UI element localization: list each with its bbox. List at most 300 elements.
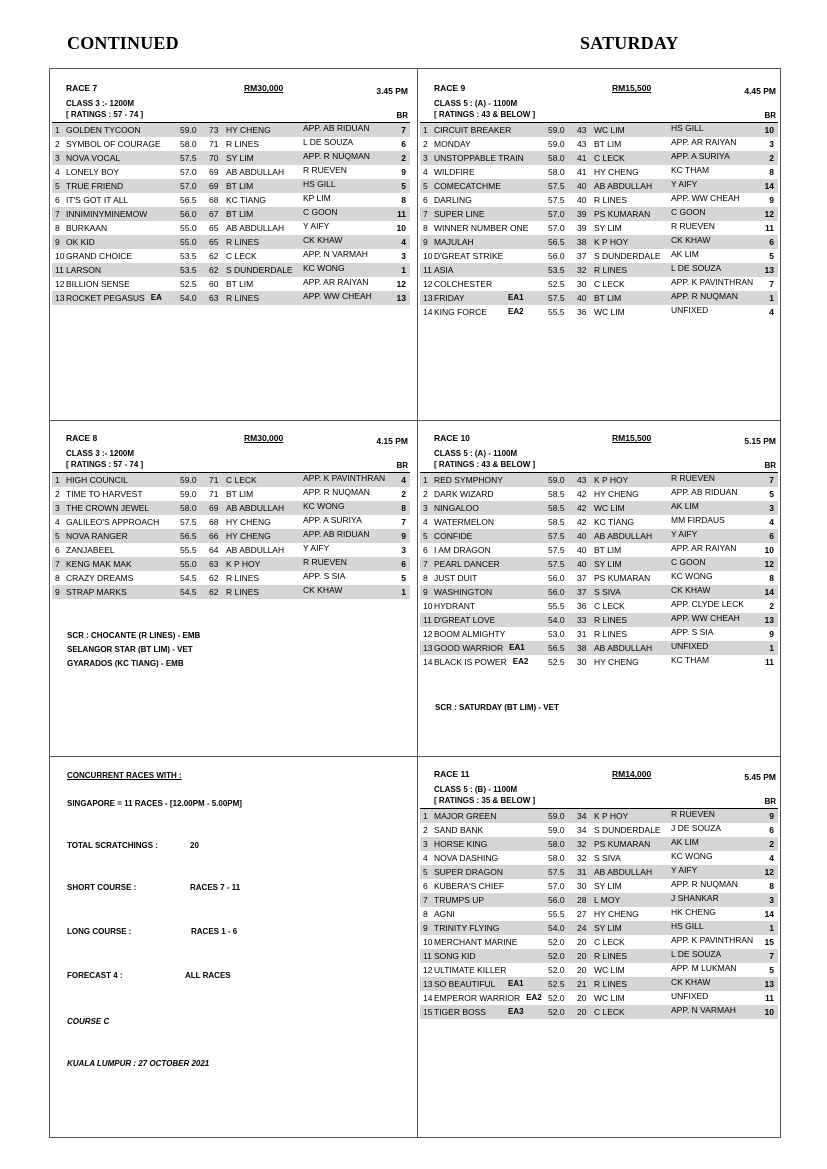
runner-row xyxy=(52,529,410,543)
runner-number: 13 xyxy=(55,293,65,303)
race-name: RACE 7 xyxy=(66,83,98,93)
runner-row xyxy=(420,879,778,893)
horse-name: BOOM ALMIGHTY xyxy=(434,629,506,639)
trainer: APP. K PAVINTHRAN xyxy=(303,473,386,483)
barrier: 1 xyxy=(769,643,774,653)
horse-name: KENG MAK MAK xyxy=(66,559,132,569)
jockey: PS KUMARAN xyxy=(594,209,651,219)
jockey: BT LIM xyxy=(226,489,254,499)
runner-number: 2 xyxy=(423,489,428,499)
runner-number: 10 xyxy=(55,251,65,261)
runner-number: 4 xyxy=(423,853,428,863)
rating: 20 xyxy=(577,937,587,947)
jockey: S SIVA xyxy=(594,853,621,863)
runner-number: 11 xyxy=(423,951,432,961)
weight: 54.0 xyxy=(548,615,565,625)
rating: 39 xyxy=(577,209,587,219)
horse-name: HYDRANT xyxy=(434,601,476,611)
runner-number: 8 xyxy=(55,223,60,233)
weight: 57.5 xyxy=(548,867,565,877)
trainer: APP. K PAVINTHRAN xyxy=(671,935,754,945)
horse-name: ULTIMATE KILLER xyxy=(434,965,507,975)
jockey: WC LIM xyxy=(594,503,625,513)
barrier: 10 xyxy=(764,545,774,555)
runner-number: 4 xyxy=(423,167,428,177)
rating: 62 xyxy=(209,573,219,583)
weight: 59.0 xyxy=(548,475,565,485)
runner-number: 5 xyxy=(423,867,428,877)
weight: 58.0 xyxy=(548,167,565,177)
rating: 71 xyxy=(209,139,219,149)
trainer: HS GILL xyxy=(671,123,704,133)
trainer: APP. N VARMAH xyxy=(303,249,368,259)
runner-row xyxy=(52,571,410,585)
jockey: R LINES xyxy=(226,237,260,247)
jockey: BT LIM xyxy=(226,181,254,191)
barrier: 12 xyxy=(764,559,774,569)
rating: 39 xyxy=(577,223,587,233)
trainer: HS GILL xyxy=(671,921,704,931)
runner-number: 4 xyxy=(55,167,60,177)
trainer: R RUEVEN xyxy=(671,221,715,231)
barrier: 6 xyxy=(769,825,774,835)
trainer: R RUEVEN xyxy=(671,809,715,819)
horse-name: WINNER NUMBER ONE xyxy=(434,223,529,233)
jockey: R LINES xyxy=(226,587,260,597)
trainer: UNFIXED xyxy=(671,641,709,651)
rating: 42 xyxy=(577,489,587,499)
concurrent-title: CONCURRENT RACES WITH : xyxy=(67,771,182,780)
runner-number: 1 xyxy=(423,125,428,135)
runner-number: 2 xyxy=(55,489,60,499)
weight: 57.0 xyxy=(180,167,197,177)
jockey: R LINES xyxy=(594,629,628,639)
barrier: 14 xyxy=(764,909,774,919)
horse-name: IT'S GOT IT ALL xyxy=(66,195,129,205)
barrier: 7 xyxy=(401,517,406,527)
rating: 32 xyxy=(577,839,587,849)
jockey: HY CHENG xyxy=(594,489,639,499)
barrier: 11 xyxy=(765,657,774,667)
horse-name: LARSON xyxy=(66,265,101,275)
runner-number: 13 xyxy=(423,643,433,653)
barrier: 13 xyxy=(764,615,774,625)
runner-number: 7 xyxy=(55,209,60,219)
course-label: COURSE C xyxy=(67,1017,110,1026)
race-time: 5.15 PM xyxy=(744,436,776,446)
trainer: L DE SOUZA xyxy=(303,137,354,147)
rating: 20 xyxy=(577,951,587,961)
horse-name: MAJOR GREEN xyxy=(434,811,497,821)
barrier: 5 xyxy=(769,251,774,261)
jockey: SY LIM xyxy=(594,881,622,891)
runner-row xyxy=(420,823,778,837)
barrier: 6 xyxy=(769,531,774,541)
weight: 52.5 xyxy=(548,979,565,989)
jockey: R LINES xyxy=(594,615,628,625)
trainer: KC THAM xyxy=(671,165,710,175)
horse-name: MERCHANT MARINE xyxy=(434,937,518,947)
trainer: APP. R NUQMAN xyxy=(671,291,738,301)
race-name: RACE 9 xyxy=(434,83,466,93)
runner-number: 7 xyxy=(423,209,428,219)
jockey: BT LIM xyxy=(594,139,622,149)
horse-name: MAJULAH xyxy=(434,237,474,247)
barrier: 4 xyxy=(769,307,774,317)
rating: 24 xyxy=(577,923,587,933)
weight: 59.0 xyxy=(548,125,565,135)
weight: 59.0 xyxy=(548,811,565,821)
weight: 56.5 xyxy=(548,237,565,247)
barrier: 4 xyxy=(401,475,406,485)
trainer: APP. AR RAIYAN xyxy=(303,277,369,287)
runner-number: 6 xyxy=(423,545,428,555)
horse-name: HORSE KING xyxy=(434,839,488,849)
barrier: 9 xyxy=(769,195,774,205)
barrier: 4 xyxy=(769,853,774,863)
short-course-label: SHORT COURSE : xyxy=(67,883,137,892)
trainer: Y AIFY xyxy=(671,865,698,875)
runner-row xyxy=(420,543,778,557)
rating: 37 xyxy=(577,587,587,597)
rating: 64 xyxy=(209,545,219,555)
barrier: 9 xyxy=(769,629,774,639)
jockey: C LECK xyxy=(594,937,625,947)
jockey: AB ABDULLAH xyxy=(594,531,653,541)
runner-row xyxy=(420,907,778,921)
trainer: C GOON xyxy=(671,557,706,567)
race-panel-race-7 xyxy=(50,83,414,305)
horse-name: FRIDAY xyxy=(434,293,465,303)
runner-row xyxy=(420,571,778,585)
entry-tag: EA2 xyxy=(526,993,542,1002)
weight: 55.0 xyxy=(180,559,197,569)
runner-number: 10 xyxy=(423,601,433,611)
weight: 56.0 xyxy=(548,587,565,597)
runner-number: 5 xyxy=(423,531,428,541)
barrier: 10 xyxy=(764,1007,774,1017)
trainer: APP. AB RIDUAN xyxy=(671,487,738,497)
barrier: 15 xyxy=(764,937,774,947)
rating: 71 xyxy=(209,475,219,485)
trainer: KC WONG xyxy=(671,851,713,861)
jockey: WC LIM xyxy=(594,965,625,975)
horse-name: D'GREAT STRIKE xyxy=(434,251,504,261)
jockey: K P HOY xyxy=(594,475,629,485)
trainer: APP. WW CHEAH xyxy=(671,613,740,623)
rating: 43 xyxy=(577,125,587,135)
trainer: R RUEVEN xyxy=(671,473,715,483)
race-header xyxy=(52,433,414,449)
jockey: BT LIM xyxy=(226,209,254,219)
trainer: L DE SOUZA xyxy=(671,263,722,273)
horse-name: GRAND CHOICE xyxy=(66,251,133,261)
jockey: HY CHENG xyxy=(594,909,639,919)
runner-row xyxy=(420,851,778,865)
ratings-text: [ RATINGS : 43 & BELOW ] xyxy=(434,110,536,119)
runner-number: 1 xyxy=(55,475,60,485)
trainer: MM FIRDAUS xyxy=(671,515,725,525)
runner-number: 9 xyxy=(55,587,60,597)
horse-name: PEARL DANCER xyxy=(434,559,500,569)
horse-name: NOVA DASHING xyxy=(434,853,499,863)
runner-number: 6 xyxy=(55,545,60,555)
runner-row xyxy=(420,221,778,235)
trainer: Y AIFY xyxy=(303,221,330,231)
barrier: 8 xyxy=(401,195,406,205)
trainer: KC WONG xyxy=(671,571,713,581)
weight: 52.0 xyxy=(548,937,565,947)
weight: 52.0 xyxy=(548,993,565,1003)
runner-number: 12 xyxy=(423,629,433,639)
weight: 58.5 xyxy=(548,503,565,513)
weight: 57.0 xyxy=(548,223,565,233)
runner-number: 4 xyxy=(55,517,60,527)
rating: 40 xyxy=(577,181,587,191)
rating: 20 xyxy=(577,1007,587,1017)
weight: 56.0 xyxy=(548,573,565,583)
weight: 56.0 xyxy=(548,251,565,261)
trainer: APP. S SIA xyxy=(303,571,346,581)
rating: 40 xyxy=(577,195,587,205)
rating: 40 xyxy=(577,531,587,541)
runner-number: 7 xyxy=(423,559,428,569)
barrier-header: BR xyxy=(396,461,408,470)
rating: 38 xyxy=(577,237,587,247)
runner-list xyxy=(420,473,782,669)
trainer: APP. AR RAIYAN xyxy=(671,137,737,147)
horse-name: BLACK IS POWER xyxy=(434,657,507,667)
horse-name: DARLING xyxy=(434,195,472,205)
jockey: K P HOY xyxy=(226,559,261,569)
weight: 58.0 xyxy=(180,139,197,149)
horse-name: SO BEAUTIFUL xyxy=(434,979,496,989)
rating: 33 xyxy=(577,615,587,625)
runner-number: 1 xyxy=(55,125,60,135)
weight: 56.0 xyxy=(180,209,197,219)
runner-row xyxy=(420,291,778,305)
barrier: 3 xyxy=(401,251,406,261)
runner-row xyxy=(420,515,778,529)
trainer: APP. WW CHEAH xyxy=(671,193,740,203)
horse-name: EMPEROR WARRIOR xyxy=(434,993,521,1003)
rating: 65 xyxy=(209,223,219,233)
meeting-info-panel xyxy=(67,769,407,1129)
horse-name: COLCHESTER xyxy=(434,279,493,289)
rating: 40 xyxy=(577,559,587,569)
weight: 57.5 xyxy=(548,293,565,303)
race-purse: RM15,500 xyxy=(612,433,652,443)
long-course-label: LONG COURSE : xyxy=(67,927,132,936)
barrier: 14 xyxy=(764,181,774,191)
trainer: APP. S SIA xyxy=(671,627,714,637)
trainer: APP. AB RIDUAN xyxy=(303,123,370,133)
entry-tag: EA xyxy=(150,293,162,302)
jockey: C LECK xyxy=(594,153,625,163)
race-class: CLASS 5 : (A) - 1100M xyxy=(434,449,518,458)
runner-number: 6 xyxy=(423,881,428,891)
rating: 73 xyxy=(209,125,219,135)
barrier: 11 xyxy=(397,209,406,219)
horse-name: LONELY BOY xyxy=(66,167,120,177)
row-divider-2 xyxy=(50,756,780,757)
weight: 57.5 xyxy=(548,531,565,541)
jockey: PS KUMARAN xyxy=(594,573,651,583)
barrier: 8 xyxy=(401,503,406,513)
trainer: CK KHAW xyxy=(671,977,711,987)
barrier: 9 xyxy=(769,811,774,821)
barrier: 11 xyxy=(765,223,774,233)
horse-name: SUPER DRAGON xyxy=(434,867,503,877)
trainer: APP. R NUQMAN xyxy=(671,879,738,889)
runner-number: 3 xyxy=(55,153,60,163)
weight: 52.5 xyxy=(548,279,565,289)
trainer: KP LIM xyxy=(303,193,331,203)
race-10-scratchings xyxy=(435,701,559,715)
trainer: APP. WW CHEAH xyxy=(303,291,372,301)
trainer: AK LIM xyxy=(671,837,699,847)
horse-name: D'GREAT LOVE xyxy=(434,615,496,625)
jockey: C LECK xyxy=(226,475,257,485)
runner-row xyxy=(52,543,410,557)
weight: 55.5 xyxy=(180,545,197,555)
horse-name: STRAP MARKS xyxy=(66,587,127,597)
trainer: APP. R NUQMAN xyxy=(303,151,370,161)
weight: 57.5 xyxy=(180,153,197,163)
rating: 41 xyxy=(577,167,587,177)
barrier-header: BR xyxy=(764,111,776,120)
rating: 32 xyxy=(577,853,587,863)
ratings-text: [ RATINGS : 57 - 74 ] xyxy=(66,110,144,119)
jockey: HY CHENG xyxy=(226,531,271,541)
barrier: 3 xyxy=(769,503,774,513)
weight: 54.0 xyxy=(548,923,565,933)
trainer: R RUEVEN xyxy=(303,557,347,567)
trainer: R RUEVEN xyxy=(303,165,347,175)
barrier: 7 xyxy=(769,475,774,485)
horse-name: HIGH COUNCIL xyxy=(66,475,128,485)
runner-row xyxy=(52,123,410,137)
weight: 52.5 xyxy=(180,279,197,289)
weight: 55.0 xyxy=(180,223,197,233)
trainer: AK LIM xyxy=(671,249,699,259)
rating: 42 xyxy=(577,503,587,513)
runner-row xyxy=(420,487,778,501)
horse-name: NOVA VOCAL xyxy=(66,153,121,163)
jockey: C LECK xyxy=(226,251,257,261)
trainer: CK KHAW xyxy=(671,585,711,595)
barrier: 14 xyxy=(764,587,774,597)
horse-name: JUST DUIT xyxy=(434,573,478,583)
race-ratings xyxy=(420,110,778,123)
runner-row xyxy=(420,235,778,249)
page-heading-day: SATURDAY xyxy=(580,33,679,53)
barrier: 1 xyxy=(401,587,406,597)
runner-row xyxy=(420,557,778,571)
horse-name: ZANJABEEL xyxy=(66,545,115,555)
race-class: CLASS 5 : (A) - 1100M xyxy=(434,99,518,108)
jockey: HY CHENG xyxy=(226,125,271,135)
horse-name: KUBERA'S CHIEF xyxy=(434,881,505,891)
runner-number: 13 xyxy=(423,979,433,989)
runner-list xyxy=(52,123,414,305)
rating: 62 xyxy=(209,587,219,597)
jockey: KC TIANG xyxy=(226,195,266,205)
jockey: BT LIM xyxy=(226,279,254,289)
jockey: HY CHENG xyxy=(594,657,639,667)
runner-row xyxy=(420,641,778,655)
runner-number: 13 xyxy=(423,293,433,303)
weight: 53.5 xyxy=(180,251,197,261)
entry-tag: EA1 xyxy=(508,979,524,988)
weight: 58.5 xyxy=(548,517,565,527)
jockey: WC LIM xyxy=(594,125,625,135)
barrier: 13 xyxy=(396,293,406,303)
entry-tag: EA1 xyxy=(508,293,524,302)
runner-number: 2 xyxy=(423,139,428,149)
weight: 57.0 xyxy=(548,881,565,891)
runner-number: 10 xyxy=(423,937,433,947)
jockey: C LECK xyxy=(594,279,625,289)
runner-number: 9 xyxy=(423,923,428,933)
jockey: HY CHENG xyxy=(226,517,271,527)
runner-row xyxy=(52,151,410,165)
weight: 52.0 xyxy=(548,1007,565,1017)
barrier: 3 xyxy=(401,545,406,555)
weight: 59.0 xyxy=(180,125,197,135)
runner-list xyxy=(420,123,782,319)
weight: 58.0 xyxy=(548,853,565,863)
trainer: CK KHAW xyxy=(303,585,343,595)
horse-name: SUPER LINE xyxy=(434,209,485,219)
runner-number: 5 xyxy=(423,181,428,191)
barrier: 8 xyxy=(769,167,774,177)
rating: 69 xyxy=(209,181,219,191)
runner-row xyxy=(420,1005,778,1019)
race-name: RACE 11 xyxy=(434,769,470,779)
runner-row xyxy=(52,165,410,179)
jockey: R LINES xyxy=(594,951,628,961)
horse-name: NOVA RANGER xyxy=(66,531,128,541)
scratching-line: GYARADOS (KC TIANG) - EMB xyxy=(67,659,184,668)
runner-number: 8 xyxy=(55,573,60,583)
weight: 54.0 xyxy=(180,293,197,303)
runner-number: 12 xyxy=(423,965,433,975)
horse-name: WATERMELON xyxy=(434,517,494,527)
horse-name: SONG KID xyxy=(434,951,476,961)
runner-row xyxy=(420,193,778,207)
horse-name: I AM DRAGON xyxy=(434,545,491,555)
rating: 34 xyxy=(577,825,587,835)
rating: 36 xyxy=(577,307,587,317)
race-8-scratchings xyxy=(67,629,200,671)
weight: 58.0 xyxy=(548,839,565,849)
barrier: 5 xyxy=(769,965,774,975)
weight: 57.5 xyxy=(548,559,565,569)
runner-row xyxy=(52,487,410,501)
runner-row xyxy=(52,207,410,221)
weight: 58.0 xyxy=(548,153,565,163)
trainer: J SHANKAR xyxy=(671,893,719,903)
runner-row xyxy=(52,585,410,599)
runner-number: 9 xyxy=(55,237,60,247)
ratings-text: [ RATINGS : 57 - 74 ] xyxy=(66,460,144,469)
runner-row xyxy=(420,809,778,823)
horse-name: TIGER BOSS xyxy=(434,1007,486,1017)
jockey: S DUNDERDALE xyxy=(226,265,293,275)
rating: 20 xyxy=(577,965,587,975)
barrier: 10 xyxy=(764,125,774,135)
